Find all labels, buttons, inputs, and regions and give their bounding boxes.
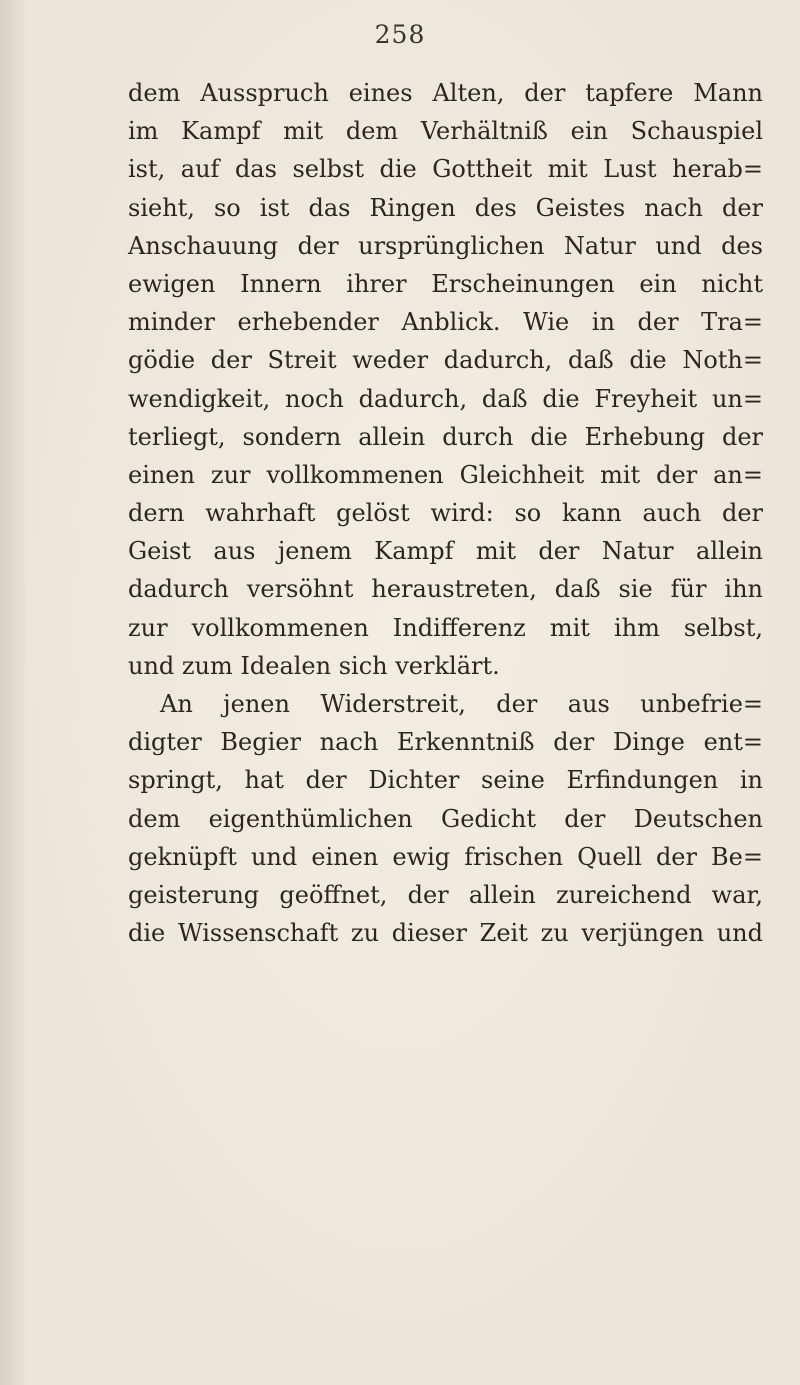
paragraph-start-line: An jenen Widerstreit, der aus unbefrie= xyxy=(160,690,763,718)
text-line: dern wahrhaft gelöst wird: so kann auch der xyxy=(128,499,763,528)
text-line: die Wissenschaft zu dieser Zeit zu verjüngen und xyxy=(128,919,763,948)
text-line: gödie der Streit weder dadurch, daß die Noth= xyxy=(128,346,763,375)
text-line: minder erhebender Anblick. Wie in der Tra= xyxy=(128,308,763,337)
text-line: im Kampf mit dem Verhältniß ein Schauspiel xyxy=(128,117,763,146)
text-line: Geist aus jenem Kampf mit der Natur allein xyxy=(128,537,763,566)
text-line: dem Ausspruch eines Alten, der tapfere Mann xyxy=(128,79,763,107)
page-edge-shadow xyxy=(0,0,30,1385)
text-line: geknüpft und einen ewig frischen Quell der Be= xyxy=(128,842,763,871)
paragraph-end-line: und zum Idealen sich verklärt. xyxy=(128,651,500,680)
text-line: ist, auf das selbst die Gottheit mit Lust herab= xyxy=(128,155,763,184)
text-line: zur vollkommenen Indifferenz mit ihm selbst, xyxy=(128,613,763,642)
text-line: dem eigenthümlichen Gedicht der Deutschen xyxy=(128,804,763,833)
text-line: einen zur vollkommenen Gleichheit mit der an= xyxy=(128,460,763,489)
text-line: terliegt, sondern allein durch die Erhebung der xyxy=(128,422,763,451)
text-line: wendigkeit, noch dadurch, daß die Freyheit un= xyxy=(128,384,763,413)
text-line: springt, hat der Dichter seine Erfindungen in xyxy=(128,766,763,795)
text-line: ewigen Innern ihrer Erscheinungen ein nicht xyxy=(128,269,763,298)
text-line: digter Begier nach Erkenntniß der Dinge ent= xyxy=(128,728,763,757)
page-number: 258 xyxy=(374,20,426,49)
text-line: sieht, so ist das Ringen des Geistes nach der xyxy=(128,193,763,222)
text-line: Anschauung der ursprünglichen Natur und des xyxy=(128,231,763,260)
body-text xyxy=(128,74,763,952)
text-line: geisterung geöffnet, der allein zureichend war, xyxy=(128,880,763,909)
text-line: dadurch versöhnt heraustreten, daß sie für ihn xyxy=(128,575,763,604)
